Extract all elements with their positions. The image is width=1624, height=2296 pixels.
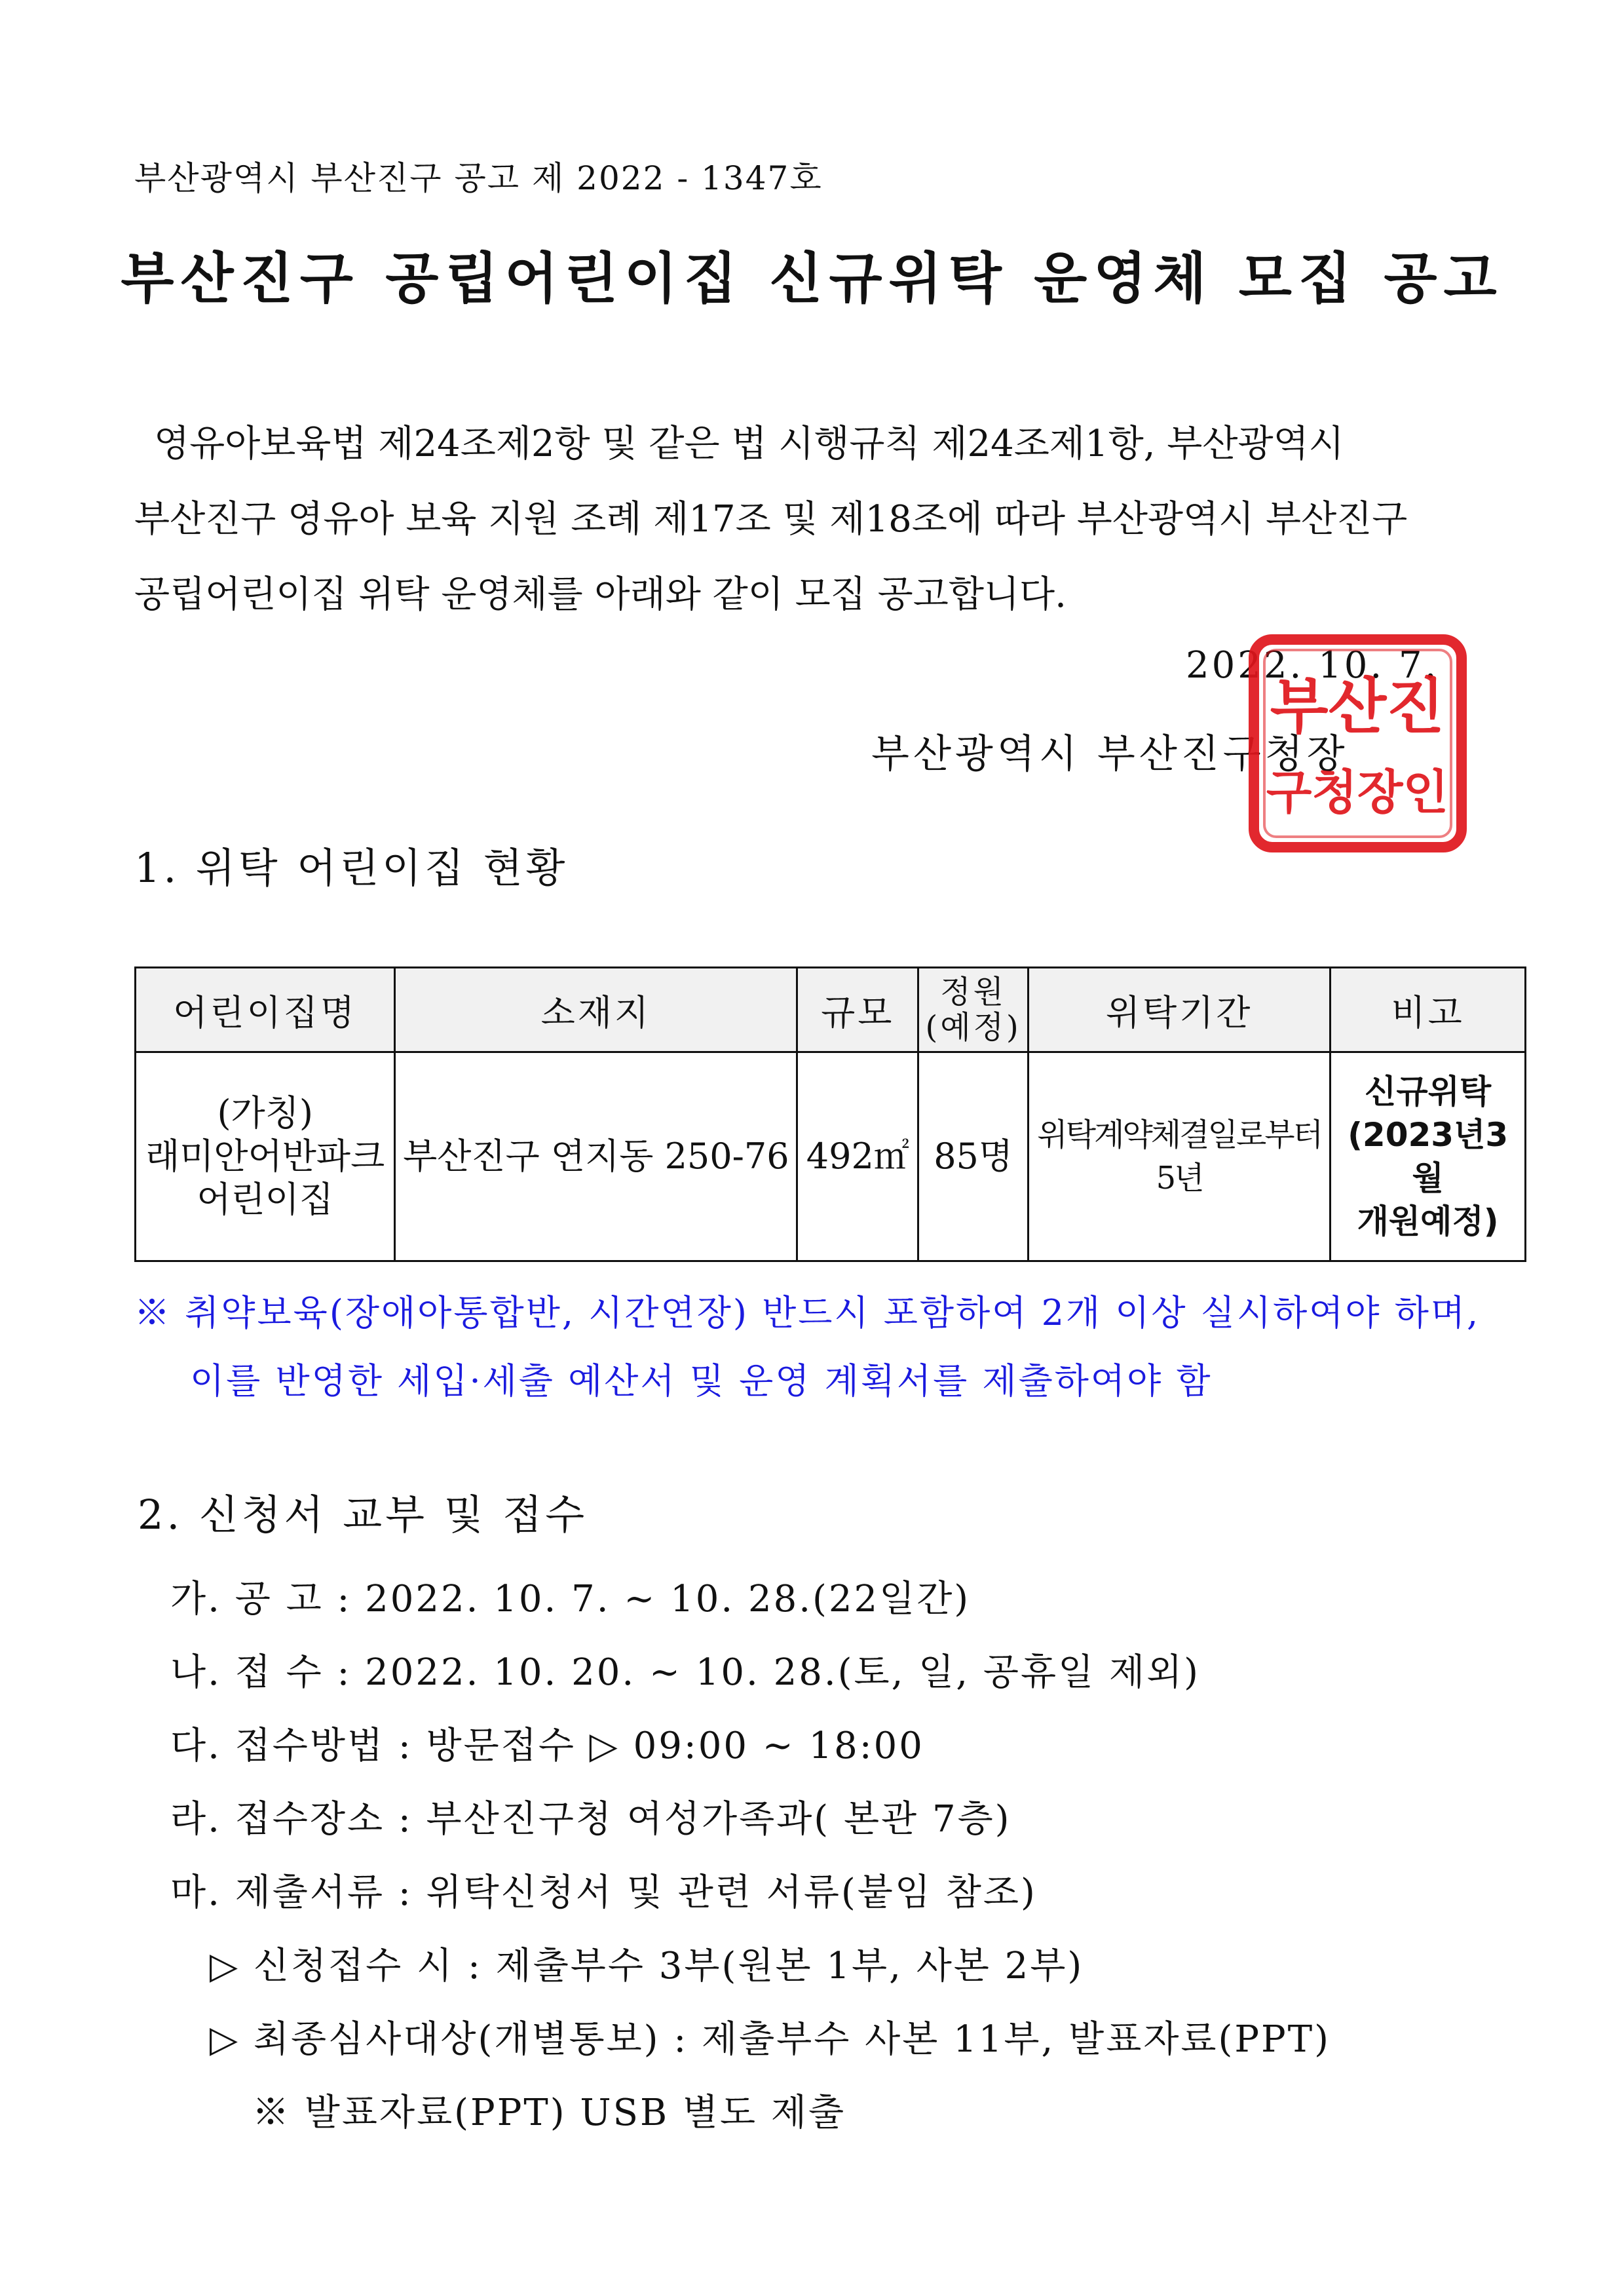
list-item: ▷ 신청접수 시 : 제출부수 3부(원본 1부, 사본 2부) [210, 1945, 1084, 1987]
header-size: 규모 [797, 968, 918, 1052]
list-item: 나. 접 수 : 2022. 10. 20. ~ 10. 28.(토, 일, 공휴일 제외) [170, 1651, 1201, 1694]
list-item: 마. 제출서류 : 위탁신청서 및 관련 서류(붙임 참조) [170, 1871, 1037, 1914]
warning-line: 이를 반영한 세입·세출 예산서 및 운영 계획서를 제출하여야 함 [190, 1360, 1213, 1402]
header-address: 소재지 [395, 968, 797, 1052]
table-row [136, 1052, 1526, 1261]
list-item: ▷ 최종심사대상(개별통보) : 제출부수 사본 11부, 발표자료(PPT) [210, 2018, 1331, 2061]
intro-line: 영유아보육법 제24조제2항 및 같은 법 시행규칙 제24조제1항, 부산광역시 [154, 423, 1344, 465]
warning-line: ※ 취약보육(장애아통합반, 시간연장) 반드시 포함하여 2개 이상 실시하여야 하며, [134, 1292, 1481, 1333]
header-note: 비고 [1331, 968, 1526, 1052]
notice-date: 2022. 10. 7. [1186, 644, 1439, 687]
header-name: 어린이집명 [136, 968, 395, 1052]
header-period: 위탁기간 [1029, 968, 1331, 1052]
list-item: 가. 공 고 : 2022. 10. 7. ~ 10. 28.(22일간) [170, 1578, 971, 1620]
header-capacity: 정원 (예정) [918, 968, 1029, 1052]
list-item: 다. 접수방법 : 방문접수 ▷ 09:00 ~ 18:00 [170, 1725, 924, 1767]
stamp-text-bottom: 구청장인 [1266, 765, 1449, 820]
cell-address: 부산진구 연지동 250-76 [395, 1052, 797, 1261]
page-title: 부산진구 공립어린이집 신규위탁 운영체 모집 공고 [121, 246, 1503, 311]
cell-name: (가칭) 래미안어반파크 어린이집 [136, 1052, 395, 1261]
cell-size: 492㎡ [797, 1052, 918, 1261]
cell-note: 신규위탁 (2023년3월 개원예정) [1331, 1052, 1526, 1261]
intro-paragraph [134, 406, 1497, 632]
section-heading-2: 2. 신청서 교부 및 접수 [138, 1491, 588, 1539]
warning-note [134, 1279, 1480, 1415]
issuer-name: 부산광역시 부산진구청장 [871, 731, 1349, 777]
application-items [170, 1563, 1331, 2150]
list-item: 라. 접수장소 : 부산진구청 여성가족과( 본관 7층) [170, 1798, 1011, 1841]
intro-line: 공립어린이집 위탁 운영체를 아래와 같이 모집 공고합니다. [134, 573, 1067, 616]
daycare-table [134, 966, 1526, 1262]
intro-line: 부산진구 영유아 보육 지원 조례 제17조 및 제18조에 따라 부산광역시 부산진구 [134, 498, 1408, 541]
official-seal-stamp [1245, 630, 1471, 856]
notice-number: 부산광역시 부산진구 공고 제 2022 - 1347호 [134, 159, 823, 197]
stamp-text-top: 부산진 [1270, 672, 1445, 742]
section-heading-1: 1. 위탁 어린이집 현황 [134, 844, 569, 892]
list-item: ※ 발표자료(PPT) USB 별도 제출 [252, 2092, 846, 2134]
cell-capacity: 85명 [918, 1052, 1029, 1261]
table-header-row [136, 968, 1526, 1052]
cell-period: 위탁계약체결일로부터 5년 [1029, 1052, 1331, 1261]
